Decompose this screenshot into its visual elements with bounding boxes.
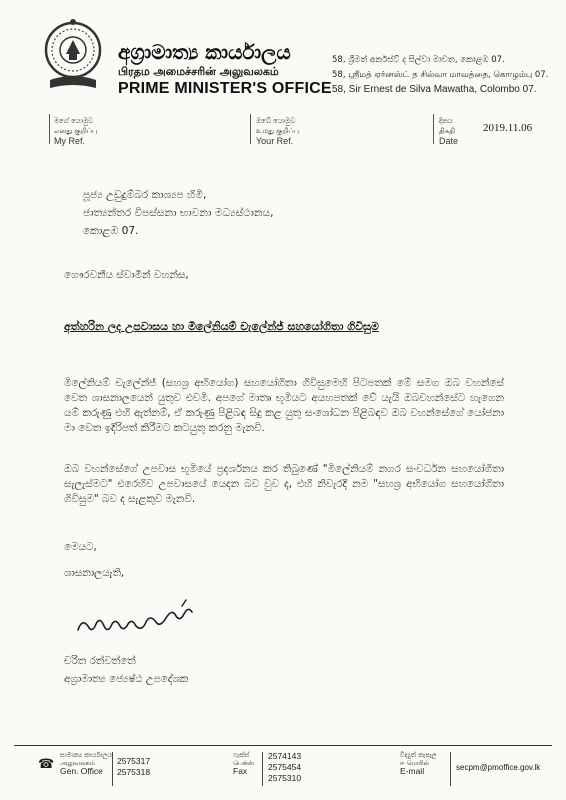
salutation: ගෞරවනීය ස්වාමීන් වහන්ස, bbox=[64, 269, 189, 281]
address-english: 58, Sir Ernest de Silva Mawatha, Colombo 07. bbox=[332, 84, 537, 95]
email-address[interactable]: secpm@pmoffice.gov.lk bbox=[456, 763, 541, 772]
phone-number: 2575317 bbox=[117, 756, 151, 766]
recipient-line: පූජ්‍ය උඩුදුම්බර කාශ්‍යප හිමි, bbox=[83, 189, 207, 201]
telephone-icon: ☎ bbox=[38, 757, 55, 772]
office-name-english: PRIME MINISTER'S OFFICE bbox=[118, 80, 332, 97]
phone-number: 2575318 bbox=[117, 767, 151, 777]
recipient-line: ජාත්‍යන්තර විපස්සනා භාවනා මධ්‍යස්ථානය, bbox=[83, 207, 274, 219]
office-name-sinhala: අග්‍රාමාත්‍ය කාර්යාලය bbox=[118, 40, 291, 64]
recipient-address bbox=[83, 186, 273, 240]
ref-divider bbox=[49, 114, 50, 144]
ref-divider bbox=[250, 114, 251, 144]
recipient-line: කොළඹ 07. bbox=[83, 225, 139, 237]
address-tamil: 58, ஸ்ரீமத் ஏர்னஸ்ட் த சில்வா மாவத்தை, கொழும்பு 07. bbox=[332, 70, 549, 80]
closing-line: ශාසනාලයැති, bbox=[64, 567, 125, 579]
letter-subject: අත්හරින ලද උපවාසය හා මිලේනියම් චැලේන්ජ් සහයෝගිතා ගිවිසුම bbox=[64, 320, 379, 333]
footer-divider bbox=[14, 745, 552, 746]
footer-separator bbox=[262, 752, 263, 786]
address-sinhala: 58, ශ්‍රීමත් අර්නස්ට් ද සිල්වා මාවත, කොළඹ 07. bbox=[332, 55, 505, 65]
body-paragraph-1: මිලේනියම් චැලේන්ජ් (සහශ්‍ර අභියෝග) සහයෝගිතා ගිවිසුමෙහි පිටපතක් මේ සමග ඔබ වහන්සේ වෙත ශාසනාලයෙන් යුතුව එවමි. අපගේ මාතෘ භූමියට අයහපතක් වේ යැයි ඔබවහන්සේට හැගෙන යම් කරුණු එහි ඇත්නම්, ඒ කරුණු පිළිබඳ සිදු කළ යුතු සංශෝධන පිළිබඳව ඔබ වහන්සේගේ යෝජනා මා වෙත ඉදිරිපත් කිරීමට කටයුතු කරනු මැනවි. bbox=[64, 377, 504, 434]
letter-date: 2019.11.06 bbox=[483, 122, 533, 134]
footer-separator bbox=[450, 752, 451, 786]
date-label: දිනය திகதி Date bbox=[439, 117, 459, 146]
your-ref-label: ඔබේ යොමුව உமது குறிப்பு Your Ref. bbox=[256, 117, 299, 146]
national-emblem-icon bbox=[42, 16, 104, 96]
fax-number: 2574143 bbox=[268, 751, 302, 761]
email-label: විද්‍යුත් තැපෑල ஈ மெயில் E-mail bbox=[400, 751, 437, 776]
ref-divider bbox=[433, 114, 434, 144]
signatory-title: අග්‍රාමාත්‍ය ජ්‍යෙෂ්ඨ උපදේශක bbox=[64, 673, 189, 685]
handwritten-signature bbox=[72, 596, 212, 644]
office-name-tamil: பிரதம அமைச்சரின் அலுவலகம் bbox=[118, 65, 279, 78]
footer-separator bbox=[112, 752, 113, 786]
fax-number: 2575310 bbox=[268, 773, 302, 783]
gen-office-numbers bbox=[117, 756, 150, 778]
body-paragraph-2: ඔබ වහන්සේගේ උපවාස භූමියේ ප්‍රදර්ශනය කර තිබුණේ "මිලේනියම් නගර සංවර්ධන සහයෝගිතා සැලැස්මට" එරෙහිව උපවාසයේ යෙදන බව වුව ද, එහි නිවැරදි නම "සහශ්‍ර අභියෝග සහයෝගිතා ගිවිසුම" බව ද සැළකුව මැනවි. bbox=[64, 463, 504, 505]
closing-line: මෙයට, bbox=[64, 541, 97, 553]
fax-numbers bbox=[268, 751, 301, 784]
fax-number: 2575454 bbox=[268, 762, 302, 772]
my-ref-label: මගේ යොමුව எனது குறிப்பு My Ref. bbox=[54, 117, 98, 146]
gen-office-label: සාමාන්‍ය කාර්යාලය அலுவலகம் Gen. Office bbox=[60, 751, 112, 776]
fax-label: ෆැක්ස් பெக்ஸ் Fax bbox=[233, 751, 255, 776]
signatory-name: චරිත රත්වත්තේ bbox=[64, 655, 136, 667]
